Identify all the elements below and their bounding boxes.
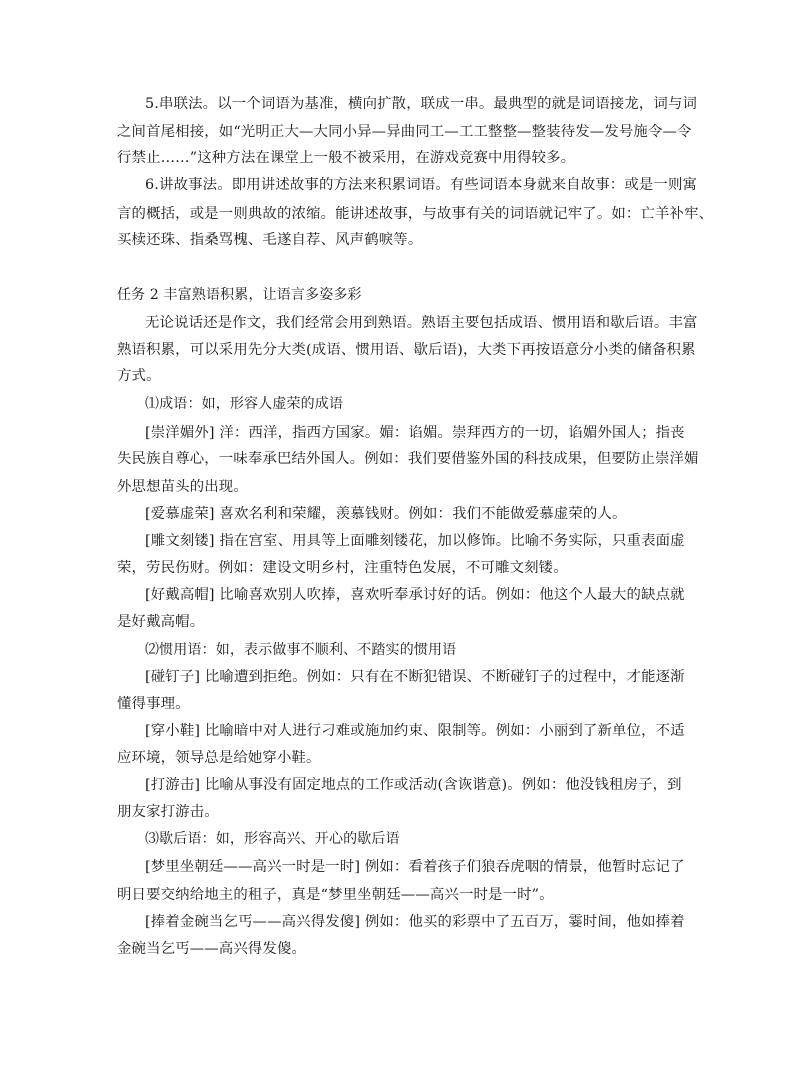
task2-intro-line3: 方式。	[117, 368, 161, 384]
idiomatic2-line1: [穿小鞋] 比喻暗中对人进行刁难或施加约束、限制等。例如：小丽到了新单位，不适	[145, 723, 685, 739]
idiom4-line1: [好戴高帽] 比喻喜欢别人吹捧，喜欢听奉承讨好的话。例如：他这个人最大的缺点就	[145, 587, 685, 603]
task2-intro-line2: 熟语积累，可以采用先分大类(成语、惯用语、歇后语)，大类下再按语意分小类的储备积累	[117, 342, 696, 358]
idiomatic-heading: ⑵惯用语：如，表示做事不顺利、不踏实的惯用语	[145, 642, 457, 658]
xiehouyu-heading: ⑶歇后语：如，形容高兴、开心的歇后语	[145, 831, 400, 847]
para5-line2: 之间首尾相接，如“光明正大—大同小异—异曲同工—工工整整—整装待发—发号施令—令	[117, 124, 692, 140]
para5-line1: 5.串联法。以一个词语为基准，横向扩散，联成一串。最典型的就是词语接龙，词与词	[145, 96, 698, 112]
idiom1-line2: 失民族自尊心，一味奉承巴结外国人。例如：我们要借鉴外国的科技成果，但要防止崇洋媚	[117, 451, 699, 467]
task2-heading: 任务 2 丰富熟语积累，让语言多姿多彩	[117, 287, 362, 303]
idiomatic3-line2: 朋友家打游击。	[117, 804, 219, 820]
idiom2-line1: [爱慕虚荣] 喜欢名利和荣耀，羡慕钱财。例如：我们不能做爱慕虚荣的人。	[145, 506, 627, 522]
para5-line3: 行禁止……”这种方法在课堂上一般不被采用，在游戏竞赛中用得较多。	[117, 150, 576, 166]
para6-line2: 言的概括，或是一则典故的浓缩。能讲述故事，与故事有关的词语就记牢了。如：亡羊补牢、	[117, 206, 714, 222]
idiomatic1-line2: 懂得事理。	[117, 696, 190, 712]
idiomatic2-line2: 应环境，领导总是给她穿小鞋。	[117, 750, 321, 766]
idiom3-line2: 荣，劳民伤财。例如：建设文明乡村，注重特色发展，不可雕文刻镂。	[117, 560, 568, 576]
idiom3-line1: [雕文刻镂] 指在宫室、用具等上面雕刻镂花，加以修饰。比喻不务实际，只重表面虚	[145, 533, 685, 549]
xiehouyu1-line1: [梦里坐朝廷——高兴一时是一时] 例如：看着孩子们狼吞虎咽的情景，他暂时忘记了	[145, 859, 685, 875]
xiehouyu2-line2: 金碗当乞丐——高兴得发傻。	[117, 941, 307, 957]
idioms-heading: ⑴成语：如，形容人虚荣的成语	[145, 396, 344, 412]
para6-line3: 买椟还珠、指桑骂槐、毛遂自荐、风声鹤唳等。	[117, 232, 423, 248]
idiomatic3-line1: [打游击] 比喻从事没有固定地点的工作或活动(含诙谐意)。例如：他没钱租房子，到	[145, 777, 682, 793]
xiehouyu1-line2: 明日要交纳给地主的租子，真是“梦里坐朝廷——高兴一时是一时”。	[117, 887, 554, 903]
idiom4-line2: 是好戴高帽。	[117, 614, 205, 630]
idiom1-line3: 外思想苗头的出现。	[117, 479, 248, 495]
idiomatic1-line1: [碰钉子] 比喻遭到拒绝。例如：只有在不断犯错误、不断碰钉子的过程中，才能逐渐	[145, 669, 685, 685]
idiom1-line1: [崇洋媚外] 洋：西洋，指西方国家。媚：谄媚。崇拜西方的一切，谄媚外国人；指丧	[145, 425, 685, 441]
para6-line1: 6.讲故事法。即用讲述故事的方法来积累词语。有些词语本身就来自故事：或是一则寓	[145, 177, 698, 193]
xiehouyu2-line1: [捧着金碗当乞丐——高兴得发傻] 例如：他买的彩票中了五百万，霎时间，他如捧着	[145, 914, 685, 930]
task2-intro-line1: 无论说话还是作文，我们经常会用到熟语。熟语主要包括成语、惯用语和歇后语。丰富	[145, 315, 698, 331]
